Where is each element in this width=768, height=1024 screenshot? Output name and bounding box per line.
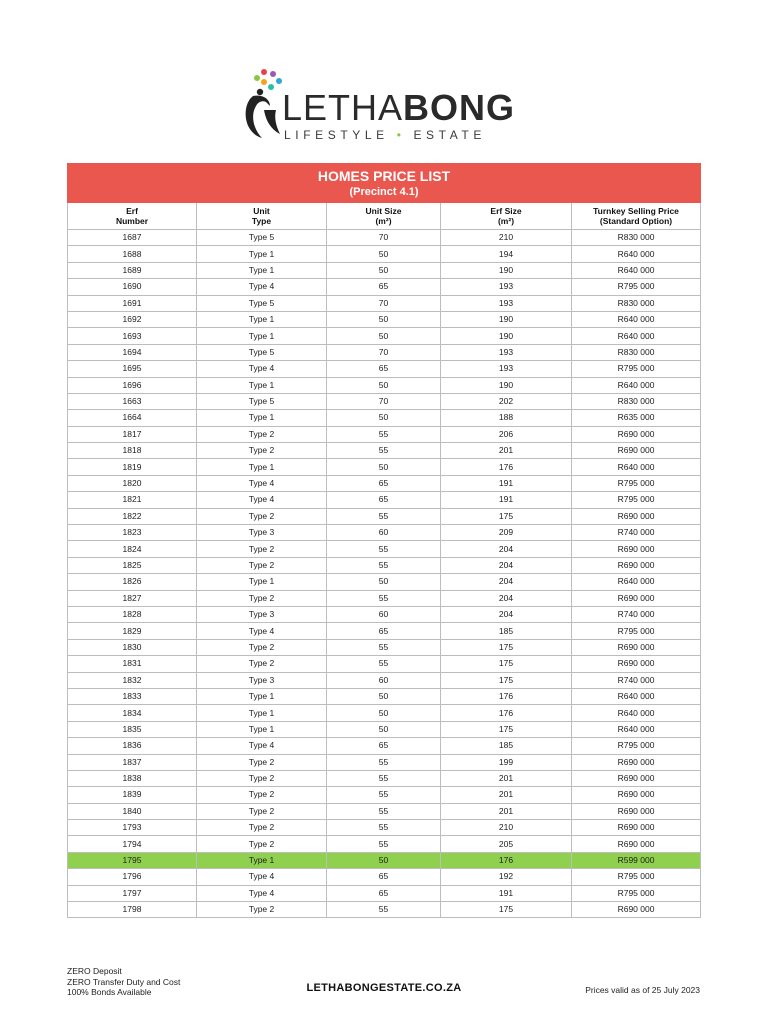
table-cell: R830 000 [572, 393, 701, 409]
table-cell: 55 [327, 902, 441, 918]
table-row [68, 688, 701, 704]
table-cell: 209 [441, 525, 572, 541]
table-row [68, 721, 701, 737]
table-cell: R795 000 [572, 361, 701, 377]
table-cell: 1839 [68, 787, 197, 803]
table-cell: Type 4 [197, 623, 327, 639]
table-cell: R830 000 [572, 230, 701, 246]
table-cell: 210 [441, 230, 572, 246]
brand-name-light: LETHA [282, 87, 404, 128]
table-cell: 1822 [68, 508, 197, 524]
price-list-subtitle: (Precinct 4.1) [349, 186, 419, 198]
table-cell: R599 000 [572, 852, 701, 868]
table-cell: 185 [441, 623, 572, 639]
table-cell: Type 2 [197, 639, 327, 655]
table-cell: 65 [327, 623, 441, 639]
table-cell: 185 [441, 738, 572, 754]
table-cell: R690 000 [572, 902, 701, 918]
table-cell: R690 000 [572, 754, 701, 770]
table-cell: 201 [441, 770, 572, 786]
table-cell: Type 2 [197, 557, 327, 573]
table-cell: 1696 [68, 377, 197, 393]
table-cell: 190 [441, 262, 572, 278]
table-cell: 1819 [68, 459, 197, 475]
table-cell: 204 [441, 606, 572, 622]
table-cell: Type 2 [197, 902, 327, 918]
table-cell: 1796 [68, 869, 197, 885]
table-cell: 1829 [68, 623, 197, 639]
table-cell: 176 [441, 459, 572, 475]
table-row [68, 426, 701, 442]
table-cell: 201 [441, 443, 572, 459]
table-cell: R640 000 [572, 311, 701, 327]
table-cell: 1798 [68, 902, 197, 918]
table-cell: 60 [327, 606, 441, 622]
table-cell: 176 [441, 688, 572, 704]
table-cell: 55 [327, 770, 441, 786]
table-cell: 50 [327, 377, 441, 393]
table-cell: 50 [327, 246, 441, 262]
table-row [68, 443, 701, 459]
table-row [68, 754, 701, 770]
table-cell: R690 000 [572, 836, 701, 852]
footer-validity: Prices valid as of 25 July 2023 [585, 985, 700, 995]
table-row [68, 393, 701, 409]
table-cell: 1817 [68, 426, 197, 442]
table-cell: 1827 [68, 590, 197, 606]
table-cell: 193 [441, 295, 572, 311]
column-header-row [68, 203, 701, 230]
table-cell: 1793 [68, 820, 197, 836]
brand-name [282, 87, 516, 128]
table-cell: 50 [327, 262, 441, 278]
table-cell: R640 000 [572, 574, 701, 590]
tagline-left: LIFESTYLE [284, 128, 389, 142]
table-cell: Type 3 [197, 606, 327, 622]
table-cell: R690 000 [572, 590, 701, 606]
table-cell: Type 2 [197, 508, 327, 524]
table-cell: Type 4 [197, 279, 327, 295]
table-cell: Type 4 [197, 885, 327, 901]
table-cell: R690 000 [572, 508, 701, 524]
table-cell: R795 000 [572, 869, 701, 885]
table-cell: Type 3 [197, 672, 327, 688]
table-cell: 1831 [68, 656, 197, 672]
table-cell: R740 000 [572, 606, 701, 622]
table-cell: 1690 [68, 279, 197, 295]
table-cell: 1825 [68, 557, 197, 573]
table-row [68, 574, 701, 590]
table-cell: 1695 [68, 361, 197, 377]
table-row [68, 770, 701, 786]
table-cell: 191 [441, 885, 572, 901]
footer-note: ZERO Transfer Duty and Cost [67, 976, 181, 987]
table-cell: 50 [327, 852, 441, 868]
table-cell: R795 000 [572, 885, 701, 901]
table-cell: 70 [327, 393, 441, 409]
price-list-banner [68, 164, 701, 203]
table-cell: 65 [327, 869, 441, 885]
table-cell: R795 000 [572, 738, 701, 754]
table-cell: Type 2 [197, 443, 327, 459]
table-row [68, 328, 701, 344]
table-cell: 205 [441, 836, 572, 852]
table-cell: 50 [327, 311, 441, 327]
table-cell: 55 [327, 787, 441, 803]
table-cell: 1693 [68, 328, 197, 344]
table-row [68, 525, 701, 541]
table-cell: R640 000 [572, 377, 701, 393]
table-cell: Type 2 [197, 426, 327, 442]
table-cell: 176 [441, 852, 572, 868]
table-cell: 193 [441, 344, 572, 360]
table-row [68, 541, 701, 557]
table-cell: Type 2 [197, 754, 327, 770]
table-cell: 65 [327, 885, 441, 901]
table-cell: 1691 [68, 295, 197, 311]
brand-name-bold: BONG [403, 87, 516, 128]
table-cell: Type 1 [197, 852, 327, 868]
table-cell: Type 2 [197, 590, 327, 606]
table-cell: 55 [327, 803, 441, 819]
table-cell: 50 [327, 574, 441, 590]
table-cell: 210 [441, 820, 572, 836]
table-cell: Type 3 [197, 525, 327, 541]
table-cell: R640 000 [572, 705, 701, 721]
table-cell: 199 [441, 754, 572, 770]
table-cell: 50 [327, 705, 441, 721]
table-cell: R690 000 [572, 443, 701, 459]
table-row [68, 475, 701, 491]
table-cell: Type 1 [197, 459, 327, 475]
table-row [68, 410, 701, 426]
table-cell: Type 1 [197, 410, 327, 426]
table-cell: R640 000 [572, 262, 701, 278]
table-cell: 175 [441, 902, 572, 918]
table-row [68, 639, 701, 655]
table-row [68, 803, 701, 819]
table-cell: Type 5 [197, 344, 327, 360]
table-row [68, 230, 701, 246]
table-row [68, 672, 701, 688]
table-cell: R830 000 [572, 295, 701, 311]
table-cell: 55 [327, 836, 441, 852]
table-cell: R640 000 [572, 721, 701, 737]
table-cell: 60 [327, 672, 441, 688]
table-cell: Type 2 [197, 770, 327, 786]
table-cell: 55 [327, 656, 441, 672]
table-cell: Type 1 [197, 574, 327, 590]
table-cell: R640 000 [572, 459, 701, 475]
table-cell: Type 1 [197, 705, 327, 721]
table-cell: Type 4 [197, 738, 327, 754]
table-cell: 1828 [68, 606, 197, 622]
table-cell: Type 2 [197, 803, 327, 819]
table-cell: 1818 [68, 443, 197, 459]
price-list-body [68, 230, 701, 918]
table-cell: 1692 [68, 311, 197, 327]
table-cell: 1689 [68, 262, 197, 278]
table-cell: 70 [327, 295, 441, 311]
table-cell: 55 [327, 508, 441, 524]
table-cell: 55 [327, 557, 441, 573]
table-cell: R690 000 [572, 656, 701, 672]
table-cell: Type 4 [197, 475, 327, 491]
table-cell: 206 [441, 426, 572, 442]
column-header: Turnkey Selling Price (Standard Option) [572, 203, 701, 230]
table-cell: 65 [327, 492, 441, 508]
table-row [68, 656, 701, 672]
table-cell: Type 5 [197, 230, 327, 246]
table-cell: Type 4 [197, 361, 327, 377]
table-row [68, 787, 701, 803]
table-cell: Type 2 [197, 541, 327, 557]
table-cell: 55 [327, 541, 441, 557]
table-cell: Type 4 [197, 492, 327, 508]
brand-tagline [284, 128, 486, 142]
table-cell: 50 [327, 688, 441, 704]
table-cell: 1664 [68, 410, 197, 426]
table-cell: 70 [327, 230, 441, 246]
table-cell: 204 [441, 541, 572, 557]
price-list-title: HOMES PRICE LIST [317, 168, 451, 184]
table-row [68, 279, 701, 295]
table-cell: Type 1 [197, 328, 327, 344]
table-cell: 1835 [68, 721, 197, 737]
table-cell: 175 [441, 721, 572, 737]
table-cell: 176 [441, 705, 572, 721]
table-row [68, 344, 701, 360]
column-header: Erf Size (m²) [441, 203, 572, 230]
table-cell: 190 [441, 311, 572, 327]
table-cell: 193 [441, 279, 572, 295]
footer-note: ZERO Deposit [67, 966, 122, 976]
table-cell: 55 [327, 590, 441, 606]
table-cell: 70 [327, 344, 441, 360]
table-cell: 1688 [68, 246, 197, 262]
table-cell: 1663 [68, 393, 197, 409]
table-row [68, 295, 701, 311]
table-cell: 191 [441, 475, 572, 491]
table-cell: Type 5 [197, 393, 327, 409]
table-cell: R740 000 [572, 672, 701, 688]
table-cell: 65 [327, 738, 441, 754]
table-cell: 1821 [68, 492, 197, 508]
table-row [68, 852, 701, 868]
table-row [68, 459, 701, 475]
table-row [68, 377, 701, 393]
table-cell: Type 1 [197, 262, 327, 278]
table-cell: R795 000 [572, 492, 701, 508]
table-cell: 55 [327, 820, 441, 836]
table-cell: R690 000 [572, 820, 701, 836]
tagline-separator: • [396, 128, 406, 142]
table-cell: 55 [327, 754, 441, 770]
table-row [68, 738, 701, 754]
column-header: Unit Size (m²) [327, 203, 441, 230]
table-cell: 1840 [68, 803, 197, 819]
table-cell: R795 000 [572, 623, 701, 639]
table-cell: Type 1 [197, 377, 327, 393]
table-cell: Type 2 [197, 787, 327, 803]
table-cell: R795 000 [572, 475, 701, 491]
table-cell: R690 000 [572, 639, 701, 655]
table-cell: 1837 [68, 754, 197, 770]
table-cell: Type 1 [197, 311, 327, 327]
table-cell: 1832 [68, 672, 197, 688]
table-row [68, 557, 701, 573]
column-header: Unit Type [197, 203, 327, 230]
table-cell: R635 000 [572, 410, 701, 426]
table-cell: Type 2 [197, 836, 327, 852]
table-cell: 204 [441, 574, 572, 590]
table-cell: R690 000 [572, 541, 701, 557]
footer-website: LETHABONGESTATE.CO.ZA [306, 982, 462, 994]
table-cell: 1820 [68, 475, 197, 491]
table-cell: 1824 [68, 541, 197, 557]
table-cell: 175 [441, 639, 572, 655]
table-row [68, 705, 701, 721]
table-cell: 190 [441, 328, 572, 344]
table-cell: R740 000 [572, 525, 701, 541]
table-row [68, 508, 701, 524]
table-cell: 1797 [68, 885, 197, 901]
table-row [68, 361, 701, 377]
table-cell: 1838 [68, 770, 197, 786]
table-row [68, 311, 701, 327]
table-cell: R640 000 [572, 688, 701, 704]
table-cell: 65 [327, 279, 441, 295]
table-cell: R640 000 [572, 246, 701, 262]
table-cell: Type 4 [197, 869, 327, 885]
table-cell: 1823 [68, 525, 197, 541]
table-cell: R690 000 [572, 770, 701, 786]
table-row [68, 262, 701, 278]
table-row [68, 885, 701, 901]
table-cell: 1834 [68, 705, 197, 721]
table-row [68, 590, 701, 606]
table-row [68, 869, 701, 885]
table-cell: Type 5 [197, 295, 327, 311]
table-cell: 1836 [68, 738, 197, 754]
table-cell: 50 [327, 459, 441, 475]
table-cell: 188 [441, 410, 572, 426]
price-list-table [67, 163, 701, 918]
table-cell: 50 [327, 721, 441, 737]
table-cell: 1794 [68, 836, 197, 852]
table-cell: R690 000 [572, 787, 701, 803]
tagline-right: ESTATE [413, 128, 486, 142]
table-cell: 194 [441, 246, 572, 262]
table-cell: 55 [327, 639, 441, 655]
table-row [68, 902, 701, 918]
table-cell: 55 [327, 426, 441, 442]
footer-note: 100% Bonds Available [67, 987, 152, 997]
table-row [68, 836, 701, 852]
table-cell: 191 [441, 492, 572, 508]
table-cell: 204 [441, 557, 572, 573]
table-cell: 1826 [68, 574, 197, 590]
table-row [68, 820, 701, 836]
table-cell: R690 000 [572, 426, 701, 442]
table-cell: 192 [441, 869, 572, 885]
table-row [68, 246, 701, 262]
table-row [68, 606, 701, 622]
table-cell: R690 000 [572, 803, 701, 819]
table-cell: 65 [327, 475, 441, 491]
table-cell: 1694 [68, 344, 197, 360]
table-cell: Type 1 [197, 721, 327, 737]
table-cell: 193 [441, 361, 572, 377]
table-cell: 50 [327, 410, 441, 426]
table-cell: 1830 [68, 639, 197, 655]
table-row [68, 492, 701, 508]
table-cell: 65 [327, 361, 441, 377]
table-cell: 60 [327, 525, 441, 541]
column-header: Erf Number [68, 203, 197, 230]
table-cell: 1687 [68, 230, 197, 246]
lethabong-logo [240, 66, 530, 146]
table-cell: 202 [441, 393, 572, 409]
table-cell: R795 000 [572, 279, 701, 295]
table-cell: 175 [441, 656, 572, 672]
table-cell: R690 000 [572, 557, 701, 573]
table-cell: 50 [327, 328, 441, 344]
table-cell: R830 000 [572, 344, 701, 360]
table-cell: 175 [441, 672, 572, 688]
table-cell: 190 [441, 377, 572, 393]
table-cell: 204 [441, 590, 572, 606]
table-cell: Type 2 [197, 820, 327, 836]
table-cell: 175 [441, 508, 572, 524]
table-cell: Type 1 [197, 246, 327, 262]
table-cell: Type 1 [197, 688, 327, 704]
table-cell: R640 000 [572, 328, 701, 344]
table-cell: 55 [327, 443, 441, 459]
table-cell: 1833 [68, 688, 197, 704]
table-cell: 201 [441, 787, 572, 803]
table-row [68, 623, 701, 639]
table-cell: 201 [441, 803, 572, 819]
table-cell: Type 2 [197, 656, 327, 672]
table-cell: 1795 [68, 852, 197, 868]
